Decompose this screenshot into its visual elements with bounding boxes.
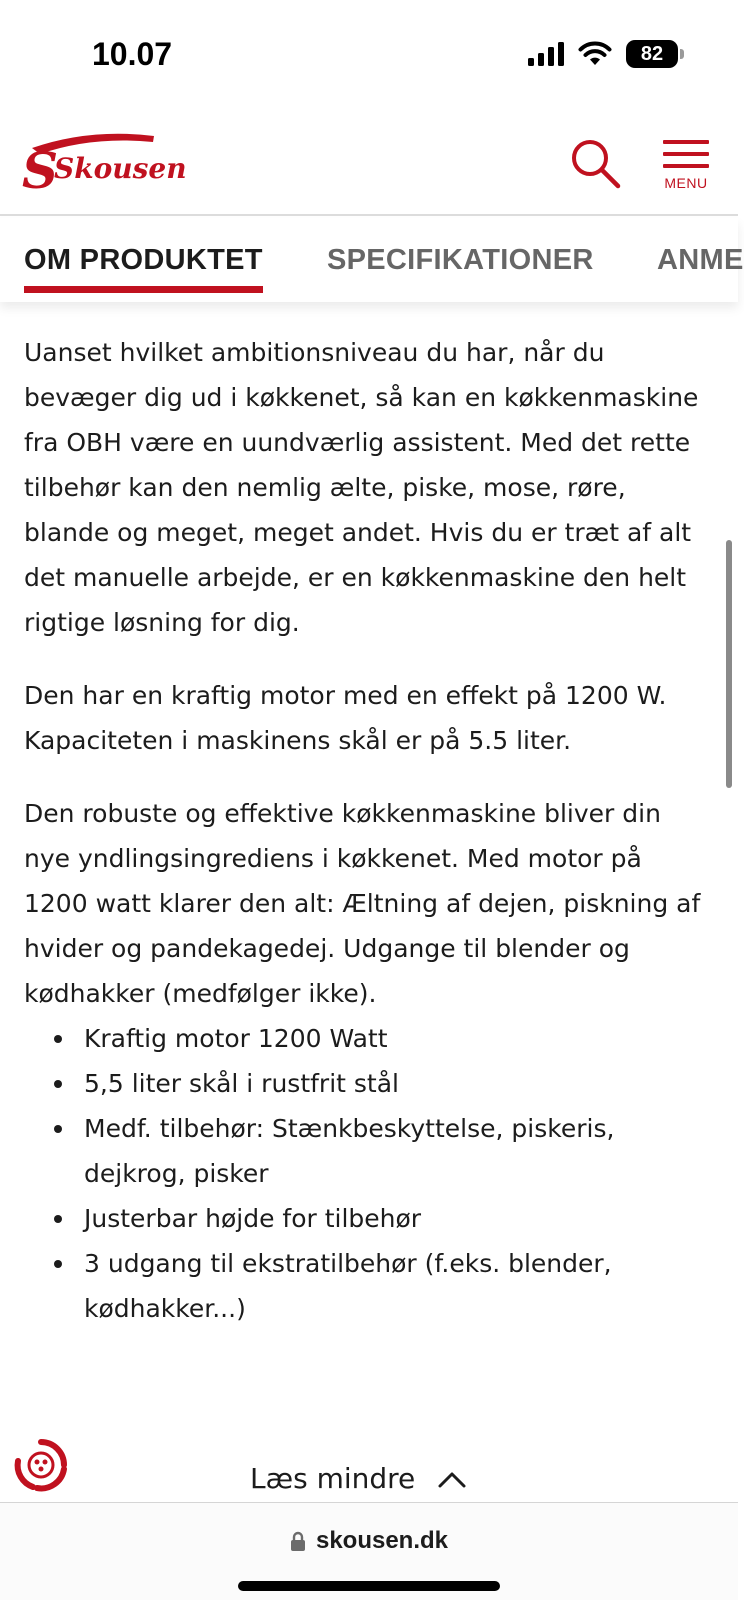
svg-text:S: S: [22, 141, 59, 200]
feature-list: [24, 1016, 704, 1331]
product-description: [24, 330, 704, 1331]
search-button[interactable]: [568, 136, 628, 196]
wifi-icon: [578, 41, 612, 67]
battery-level: 82: [640, 42, 664, 65]
feature-item: Kraftig motor 1200 Watt: [24, 1016, 704, 1061]
description-paragraph: Uanset hvilket ambitionsniveau du har, når du bevæger dig ud i køkkenet, så kan en køkkenmaskine fra OBH være en uundværlig assistent. Med det rette tilbehør kan den nemlig ælte, piske, mose, røre, blande og meget, meget andet. Hvis du er træt af alt det manuelle arbejde, er en køkkenmaskine den helt rigtige løsning for dig.: [24, 338, 699, 637]
skousen-logo[interactable]: [20, 128, 187, 202]
tab-anmeldelser[interactable]: ANME: [657, 244, 744, 276]
hamburger-menu-icon: [656, 140, 716, 168]
feature-item: 5,5 liter skål i rustfrit stål: [24, 1061, 704, 1106]
logo-text: Skousen: [54, 152, 187, 185]
status-bar: [0, 0, 738, 110]
status-time: 10.07: [92, 36, 173, 72]
browser-url-bar[interactable]: [0, 1502, 738, 1600]
lock-icon: [290, 1531, 306, 1551]
url-text: skousen.dk: [315, 1527, 449, 1554]
read-less-label: Læs mindre: [250, 1462, 416, 1495]
address-display[interactable]: [0, 1527, 738, 1555]
badge-icon: [14, 1438, 68, 1492]
description-paragraph: Den har en kraftig motor med en effekt på 1200 W. Kapaciteten i maskinens skål er på 5.5 liter.: [24, 681, 667, 755]
menu-label: MENU: [664, 175, 708, 191]
site-header: [0, 110, 738, 216]
status-icons: [528, 40, 678, 68]
battery-icon: [626, 40, 678, 68]
read-less-button[interactable]: [250, 1462, 467, 1495]
description-paragraph: Den robuste og effektive køkkenmaskine bliver din nye yndlingsingrediens i køkkenet. Med motor på 1200 watt klarer den alt: Æltning af dejen, piskning af hvider og pandekagedej. Udgange til blender og kødhakker (medfølger ikke).: [24, 799, 701, 1008]
floating-badge[interactable]: [14, 1438, 68, 1492]
tab-om-produktet[interactable]: OM PRODUKTET: [24, 244, 263, 276]
signal-icon: [528, 42, 564, 66]
feature-item: Justerbar højde for tilbehør: [24, 1196, 704, 1241]
tab-specifikationer[interactable]: SPECIFIKATIONER: [327, 244, 594, 276]
search-icon: [568, 136, 628, 196]
scrollbar[interactable]: [726, 540, 732, 788]
feature-item: Medf. tilbehør: Stænkbeskyttelse, piskeris, dejkrog, pisker: [24, 1106, 704, 1196]
product-tabs: [0, 218, 744, 302]
chevron-up-icon: [437, 1469, 467, 1489]
home-indicator[interactable]: [238, 1581, 500, 1591]
feature-item: 3 udgang til ekstratilbehør (f.eks. blender, kødhakker...): [24, 1241, 704, 1331]
skousen-logo-mark: [20, 128, 187, 200]
menu-button[interactable]: [656, 136, 716, 202]
